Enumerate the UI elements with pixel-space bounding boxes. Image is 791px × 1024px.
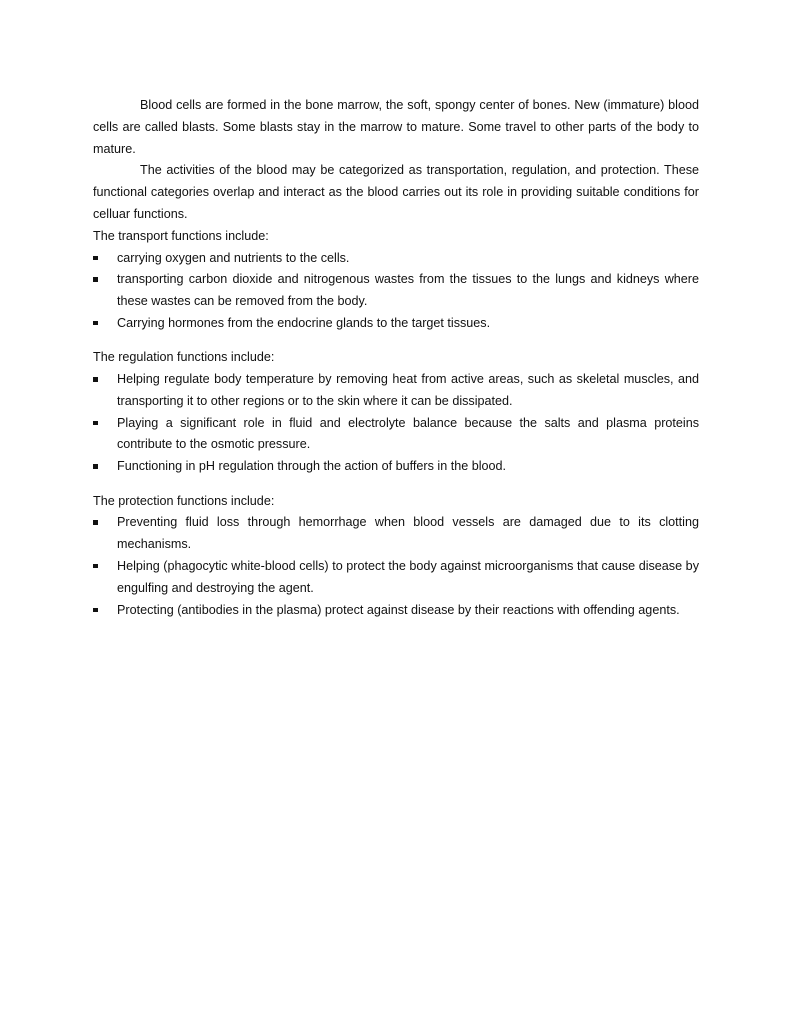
list-item bbox=[93, 413, 699, 457]
list-item-text: Protecting (antibodies in the plasma) protect against disease by their reactions with offending agents. bbox=[117, 602, 680, 617]
list-item-text: carrying oxygen and nutrients to the cells. bbox=[117, 250, 350, 265]
square-bullet-icon bbox=[93, 421, 98, 426]
list-item bbox=[93, 556, 699, 600]
list-item bbox=[93, 456, 699, 478]
intro-paragraph-blood-formation: Blood cells are formed in the bone marrow, the soft, spongy center of bones. New (immature) blood cells are called blasts. Some blasts stay in the marrow to mature. Some travel to other parts of the body to mature. bbox=[93, 98, 699, 156]
regulation-functions-list bbox=[93, 369, 699, 478]
list-item-text: Preventing fluid loss through hemorrhage when blood vessels are damaged due to its clotting mechanisms. bbox=[117, 515, 699, 552]
square-bullet-icon bbox=[93, 321, 98, 326]
square-bullet-icon bbox=[93, 608, 98, 613]
transport-functions-list bbox=[93, 248, 699, 335]
list-item-text: Carrying hormones from the endocrine glands to the target tissues. bbox=[117, 315, 491, 330]
square-bullet-icon bbox=[93, 520, 98, 525]
square-bullet-icon bbox=[93, 464, 98, 469]
section-heading-protection: The protection functions include: bbox=[93, 493, 275, 508]
intro-paragraph-blood-activities: The activities of the blood may be categorized as transportation, regulation, and protection. These functional categories overlap and interact as the blood carries out its role in providing suitable conditions for celluar functions. bbox=[93, 163, 699, 221]
list-item-text: Helping regulate body temperature by removing heat from active areas, such as skeletal muscles, and transporting it to other regions or to the skin where it can be dissipated. bbox=[117, 372, 699, 408]
list-item-text: Helping (phagocytic white-blood cells) to protect the body against microorganisms that cause disease by engulfing and destroying the agent. bbox=[117, 558, 699, 595]
regulation-functions-section bbox=[93, 347, 699, 478]
list-item-text: transporting carbon dioxide and nitrogenous wastes from the tissues to the lungs and kidneys where these wastes can be removed from the body. bbox=[117, 272, 699, 309]
section-heading-transport: The transport functions include: bbox=[93, 228, 269, 243]
square-bullet-icon bbox=[93, 277, 98, 282]
list-item bbox=[93, 248, 699, 270]
list-item-text: Playing a significant role in fluid and electrolyte balance because the salts and plasma proteins contribute to the osmotic pressure. bbox=[117, 415, 699, 452]
square-bullet-icon bbox=[93, 377, 98, 382]
list-item-text: Functioning in pH regulation through the action of buffers in the blood. bbox=[117, 459, 507, 474]
transport-functions-section bbox=[93, 226, 699, 335]
list-item bbox=[93, 369, 699, 413]
square-bullet-icon bbox=[93, 256, 98, 261]
list-item bbox=[93, 600, 699, 622]
protection-functions-list bbox=[93, 512, 699, 621]
list-item bbox=[93, 313, 699, 335]
document-body bbox=[93, 95, 699, 621]
square-bullet-icon bbox=[93, 564, 98, 569]
list-item bbox=[93, 269, 699, 313]
list-item bbox=[93, 512, 699, 556]
protection-functions-section bbox=[93, 491, 699, 622]
section-heading-regulation: The regulation functions include: bbox=[93, 350, 275, 365]
